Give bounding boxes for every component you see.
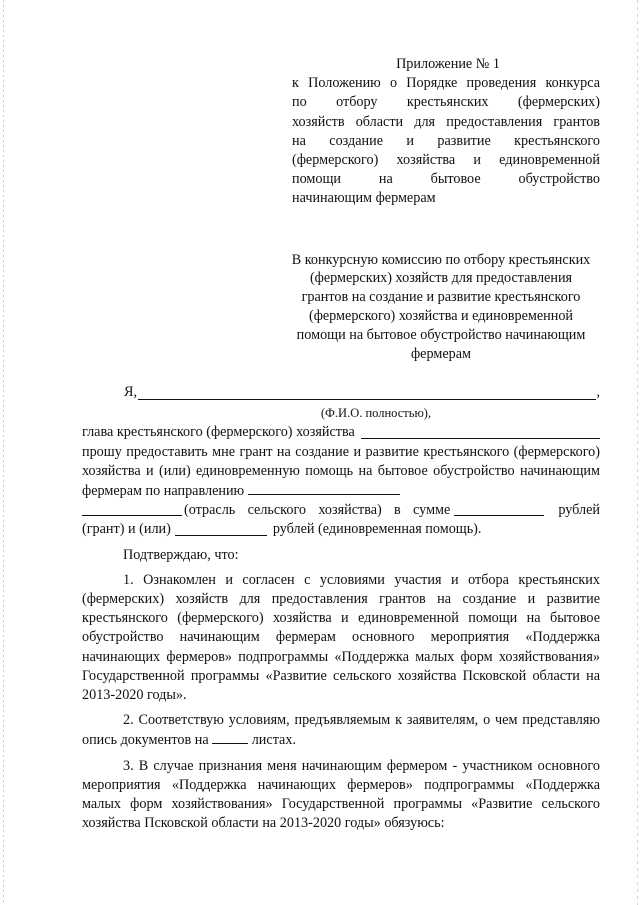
addressee-line: помощи на бытовое обустройство начинающим (296, 326, 586, 343)
item-1: 1. Ознакомлен и согласен с условиями участия и отбора крестьянских (фермерских) хозяйств для предоставления грантов на создание и развитие крестьянского (фермерского) хозяйства и единовременной помощи на бытовое обустройство начинающим фермерам основного мероприятия «Поддержка начинающих фермеров» подпрограммы «Поддержка малых форм хозяйствования» Государственной программы «Развитие сельского хозяйства Псковской области на 2013-2020 годы». (82, 571, 600, 704)
appendix-line: начинающим фермерам (292, 190, 436, 207)
scan-edge-left (3, 0, 4, 905)
item-3: 3. В случае признания меня начинающим фермером - участником основного мероприятия «Поддержка начинающих фермеров» подпрограммы «Поддержка малых форм хозяйствования» Государственной программы «Развитие сельского хозяйства Псковской области на 2013-2020 годы» обязуюсь: (82, 757, 600, 832)
applicant-name-blank[interactable] (138, 384, 596, 400)
aid-sum-row (82, 520, 600, 539)
branch-sum-row (82, 501, 600, 520)
applicant-name-row (124, 383, 600, 402)
grant-sum-blank[interactable] (454, 502, 544, 516)
item-2-text: 2. Соответствую условиям, предъявляемым к заявителям, о чем представляю опись документов на (82, 712, 600, 749)
farm-name-blank[interactable] (361, 423, 600, 439)
rub-label: рублей (558, 502, 600, 519)
addressee-line: грантов на создание и развитие крестьянского (301, 289, 581, 306)
request-text (82, 443, 600, 502)
scan-edge-right (637, 0, 638, 905)
addressee-block (282, 251, 600, 364)
grant-prefix: (грант) и (или) (82, 521, 171, 538)
addressee-line: фермерам (410, 345, 471, 362)
appendix-line: по отбору крестьянских (фермерских) (292, 94, 600, 111)
addressee-line: (фермерских) хозяйств для предоставления (309, 270, 573, 287)
addressee-line: (фермерского) хозяйства и единовременной (308, 308, 574, 325)
branch-blank[interactable] (82, 502, 182, 516)
confirm-heading: Подтверждаю, что: (123, 546, 239, 563)
farm-head-label: глава крестьянского (фермерского) хозяйства (82, 424, 355, 441)
appendix-block (292, 55, 600, 209)
sheets-count-blank[interactable] (212, 730, 248, 744)
document-page (82, 55, 600, 833)
appendix-line: помощи на бытовое обустройство (292, 171, 600, 188)
aid-sum-blank[interactable] (175, 522, 267, 536)
addressee-line: В конкурсную комиссию по отбору крестьянских (291, 251, 591, 268)
appendix-line: (фермерского) хозяйства и единовременной (292, 152, 600, 169)
applicant-suffix: , (596, 384, 600, 401)
applicant-prefix: Я, (124, 384, 138, 401)
direction-blank[interactable] (248, 481, 400, 495)
applicant-name-caption: (Ф.И.О. полностью), (320, 405, 432, 420)
request-paragraph (82, 443, 600, 502)
item-2-end: листах. (251, 732, 296, 749)
appendix-line: к Положению о Порядке проведения конкурса (292, 75, 600, 92)
request-text-content: прошу предоставить мне грант на создание и развитие крестьянского (фермерского) хозяйства и (или) единовременную помощь на бытовое обустройство начинающим фермерам по направлению (82, 443, 600, 500)
appendix-line: на создание и развитие крестьянского (292, 132, 600, 149)
branch-label: (отрасль сельского хозяйства) в сумме (184, 502, 451, 519)
appendix-text (292, 74, 600, 208)
item-2 (82, 711, 600, 750)
farm-head-row (82, 423, 600, 443)
grant-suffix: рублей (единовременная помощь). (272, 521, 482, 538)
appendix-title: Приложение № 1 (396, 56, 500, 72)
appendix-line: хозяйств области для предоставления грантов (292, 113, 600, 130)
